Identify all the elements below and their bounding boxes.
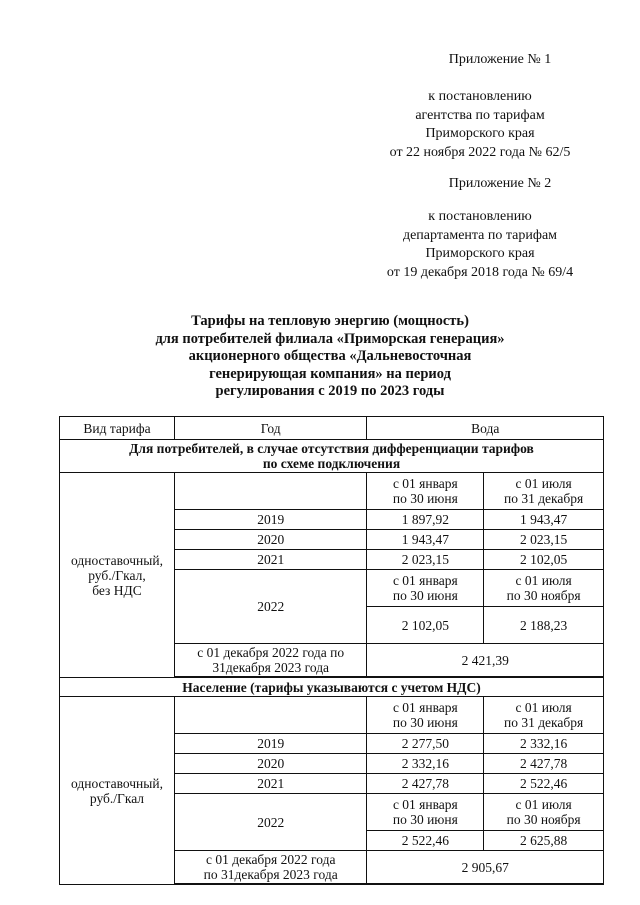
title-line: акционерного общества «Дальневосточная [188,348,472,364]
table-row [60,473,604,510]
period-line: с 01 июля [515,797,572,812]
period-line: по 30 ноября [506,588,581,603]
period-label-line: по 31декабря 2023 года [203,867,338,882]
period-line: по 30 июня [392,588,458,603]
appendix-1-line: к постановлению [428,89,532,104]
appendix-2-line: к постановлению [428,209,532,224]
section-1-title-line: по схеме подключения [262,456,401,471]
value-cell: 2 905,67 [367,851,604,884]
value-cell: 2 023,15 [367,550,484,570]
period-line: по 30 июня [392,812,458,827]
title-line: генерирующая компания» на период [209,365,451,382]
year-cell: 2022 [174,570,367,644]
document-title [120,313,540,401]
period-label-line: с 01 декабря 2022 года по [197,645,345,660]
period-label-cell [174,851,367,884]
value-cell: 2 332,16 [484,734,604,754]
value-cell: 2 522,46 [484,774,604,794]
period-line: с 01 января [392,476,458,491]
appendix-1-line: Приморского края [425,126,535,141]
period-label-cell [174,644,367,677]
period-h2-2022-header [484,570,604,607]
header-water: Вода [367,417,604,440]
period-line: с 01 января [392,700,458,715]
table-row [60,697,604,734]
value-cell: 1 943,47 [484,510,604,530]
period-header-blank [174,473,367,510]
year-cell: 2019 [174,734,367,754]
appendix-2-line: департамента по тарифам [402,227,558,243]
period-h1-header [367,697,484,734]
period-line: с 01 июля [515,476,572,491]
appendix-1-title: Приложение № 1 [448,52,552,67]
appendix-2-line: Приморского края [425,246,535,261]
value-cell: 2 332,16 [367,754,484,774]
section-2-tariff-type [60,697,175,885]
tariff-type-line: руб./Гкал [89,790,145,806]
header-tariff-type: Вид тарифа [60,417,175,440]
tariff-type-line: без НДС [92,582,142,598]
period-h2-header [484,473,604,510]
title-line: для потребителей филиала «Приморская генерация» [155,330,505,347]
section-1-title [60,440,604,473]
period-line: по 31 декабря [503,491,584,506]
section-2-title: Население (тарифы указываются с учетом НДС) [60,678,604,697]
period-line: с 01 июля [515,700,572,715]
value-cell: 2 023,15 [484,530,604,550]
spacer-cell [174,884,603,885]
section-1-tariff-type [60,473,175,678]
period-line: по 30 июня [392,491,458,506]
period-h1-header [367,570,484,607]
section-1-header-row [60,440,604,473]
period-h2-2022-header [484,794,604,831]
appendix-1-reference [360,88,600,162]
tariff-type-line: руб./Гкал, [88,567,146,583]
appendix-2-title: Приложение № 2 [448,176,552,191]
table-header-row [60,417,604,440]
year-cell: 2022 [174,794,367,851]
period-header-blank [174,697,367,734]
year-cell: 2020 [174,530,367,550]
appendix-1-line: агентства по тарифам [415,107,545,123]
period-label-line: с 01 декабря 2022 года [205,852,336,867]
tariff-type-line: одноставочный, [70,552,163,568]
value-cell: 2 427,78 [367,774,484,794]
value-cell: 2 522,46 [367,831,484,851]
year-cell: 2021 [174,550,367,570]
tariff-table [59,416,604,885]
value-cell: 2 188,23 [484,607,604,644]
title-line: регулирования с 2019 по 2023 годы [215,383,445,399]
appendix-2-reference [360,208,600,282]
period-line: с 01 января [392,797,458,812]
appendix-1-line: от 22 ноября 2022 года № 62/5 [389,144,571,160]
period-line: по 31 декабря [503,715,584,730]
tariff-type-line: одноставочный, [70,775,163,791]
value-cell: 2 277,50 [367,734,484,754]
period-label-line: 31декабря 2023 года [212,660,330,675]
period-h1-header [367,473,484,510]
period-line: с 01 января [392,573,458,588]
period-h1-header [367,794,484,831]
value-cell: 2 427,78 [484,754,604,774]
section-1-title-line: Для потребителей, в случае отсутствия дифференциации тарифов [129,441,534,456]
header-year: Год [174,417,367,440]
value-cell: 1 897,92 [367,510,484,530]
year-cell: 2020 [174,754,367,774]
section-2-header-row [60,678,604,697]
title-line: Тарифы на тепловую энергию (мощность) [191,313,469,329]
value-cell: 1 943,47 [367,530,484,550]
appendix-2-line: от 19 декабря 2018 года № 69/4 [386,264,574,280]
value-cell: 2 625,88 [484,831,604,851]
year-cell: 2021 [174,774,367,794]
period-line: с 01 июля [515,573,572,588]
value-cell: 2 421,39 [367,644,604,677]
period-line: по 30 июня [392,715,458,730]
value-cell: 2 102,05 [484,550,604,570]
period-line: по 30 ноября [506,812,581,827]
value-cell: 2 102,05 [367,607,484,644]
year-cell: 2019 [174,510,367,530]
period-h2-header [484,697,604,734]
